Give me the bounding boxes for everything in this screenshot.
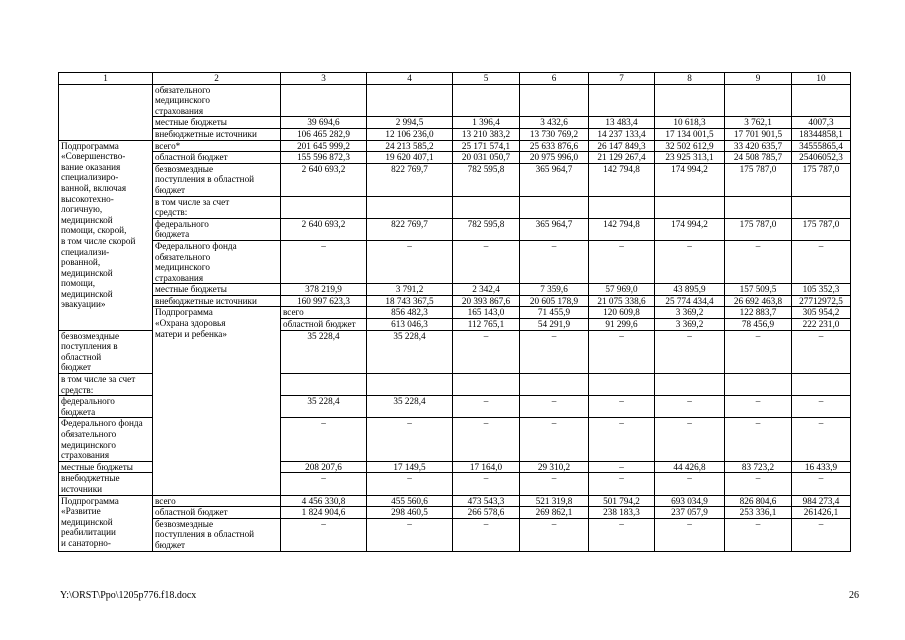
value-cell: 17 164,0 <box>453 461 520 473</box>
value-cell: – <box>792 396 851 418</box>
value-cell: 26 692 463,8 <box>725 295 792 307</box>
program-cell-empty <box>59 84 153 140</box>
value-cell: 157 509,5 <box>725 284 792 296</box>
value-cell: – <box>453 473 520 495</box>
value-cell: 1 396,4 <box>453 117 520 129</box>
value-cell: 2 640 693,2 <box>281 218 367 240</box>
value-cell: 17 701 901,5 <box>725 128 792 140</box>
value-cell: 20 031 050,7 <box>453 152 520 164</box>
value-cell: – <box>367 240 453 283</box>
value-cell: – <box>589 473 655 495</box>
value-cell <box>792 196 851 218</box>
value-cell <box>725 374 792 396</box>
value-cell: 23 925 313,1 <box>655 152 725 164</box>
funding-source-cell: местные бюджеты <box>59 461 153 473</box>
value-cell: 24 213 585,2 <box>367 140 453 152</box>
value-cell: – <box>367 518 453 551</box>
value-cell: 91 299,6 <box>589 319 655 331</box>
table-row <box>59 295 851 307</box>
value-cell: 112 765,1 <box>453 319 520 331</box>
value-cell: 16 433,9 <box>792 461 851 473</box>
value-cell: 473 543,3 <box>453 495 520 507</box>
value-cell: 29 310,2 <box>520 461 589 473</box>
value-cell <box>589 196 655 218</box>
value-cell: – <box>281 518 367 551</box>
value-cell: 378 219,9 <box>281 284 367 296</box>
funding-source-cell: областной бюджет <box>153 152 281 164</box>
value-cell: – <box>453 518 520 551</box>
header-cell: 10 <box>792 73 851 85</box>
header-cell: 2 <box>153 73 281 85</box>
header-row <box>59 73 851 85</box>
value-cell: 71 455,9 <box>520 307 589 319</box>
header-cell: 3 <box>281 73 367 85</box>
value-cell: 826 804,6 <box>725 495 792 507</box>
value-cell: 455 560,6 <box>367 495 453 507</box>
value-cell: 142 794,8 <box>589 218 655 240</box>
table-row <box>59 307 851 319</box>
value-cell: 106 465 282,9 <box>281 128 367 140</box>
value-cell <box>367 196 453 218</box>
funding-source-cell: в том числе за счет средств: <box>59 374 153 396</box>
value-cell: 3 369,2 <box>655 319 725 331</box>
table-row <box>59 218 851 240</box>
value-cell: – <box>281 418 367 461</box>
value-cell: 27712972,5 <box>792 295 851 307</box>
value-cell: 20 393 867,6 <box>453 295 520 307</box>
funding-source-cell: безвозмездные поступления в областной бюджет <box>153 518 281 551</box>
funding-source-cell: областной бюджет <box>153 507 281 519</box>
value-cell: 32 502 612,9 <box>655 140 725 152</box>
budget-table <box>58 72 851 552</box>
value-cell: 24 508 785,7 <box>725 152 792 164</box>
funding-source-cell: всего* <box>153 140 281 152</box>
value-cell: – <box>453 418 520 461</box>
value-cell: 122 883,7 <box>725 307 792 319</box>
value-cell: 365 964,7 <box>520 218 589 240</box>
funding-source-cell: безвозмездные поступления в областной бюджет <box>59 330 153 373</box>
value-cell: – <box>367 418 453 461</box>
value-cell: 175 787,0 <box>725 163 792 196</box>
value-cell: 21 129 267,4 <box>589 152 655 164</box>
funding-source-cell: безвозмездные поступления в областной бюджет <box>153 163 281 196</box>
value-cell: – <box>520 240 589 283</box>
value-cell: 35 228,4 <box>367 330 453 373</box>
header-cell: 6 <box>520 73 589 85</box>
funding-source-cell: внебюджетные источники <box>153 128 281 140</box>
value-cell: 142 794,8 <box>589 163 655 196</box>
funding-source-cell: федерального бюджета <box>59 396 153 418</box>
value-cell: 35 228,4 <box>281 330 367 373</box>
funding-source-cell: всего <box>153 495 281 507</box>
value-cell: – <box>725 473 792 495</box>
funding-source-cell: внебюджетные источники <box>153 295 281 307</box>
value-cell: – <box>655 418 725 461</box>
value-cell: – <box>655 473 725 495</box>
value-cell: 19 620 407,1 <box>367 152 453 164</box>
value-cell: 43 895,9 <box>655 284 725 296</box>
funding-source-cell: местные бюджеты <box>153 117 281 129</box>
value-cell: 57 969,0 <box>589 284 655 296</box>
value-cell: 7 359,6 <box>520 284 589 296</box>
value-cell: 298 460,5 <box>367 507 453 519</box>
value-cell: 35 228,4 <box>367 396 453 418</box>
value-cell: 208 207,6 <box>281 461 367 473</box>
value-cell: 174 994,2 <box>655 163 725 196</box>
funding-source-cell: обязательного медицинского страхования <box>153 84 281 117</box>
value-cell: – <box>520 473 589 495</box>
value-cell <box>520 84 589 117</box>
value-cell: – <box>589 418 655 461</box>
funding-source-cell: Федерального фонда обязательного медицинского страхования <box>59 418 153 461</box>
value-cell <box>792 84 851 117</box>
table-row <box>59 140 851 152</box>
value-cell: 261426,1 <box>792 507 851 519</box>
value-cell: 105 352,3 <box>792 284 851 296</box>
value-cell: – <box>655 240 725 283</box>
value-cell: – <box>589 240 655 283</box>
value-cell: 984 273,4 <box>792 495 851 507</box>
value-cell: 782 595,8 <box>453 218 520 240</box>
header-cell: 7 <box>589 73 655 85</box>
value-cell <box>453 196 520 218</box>
funding-source-cell: Федерального фонда обязательного медицинского страхования <box>153 240 281 283</box>
value-cell: 2 994,5 <box>367 117 453 129</box>
funding-source-cell: областной бюджет <box>281 319 367 331</box>
program-name-cell: Подпрограмма «Развитие медицинской реабилитации и санаторно- <box>59 495 153 551</box>
value-cell <box>281 84 367 117</box>
value-cell: – <box>725 518 792 551</box>
value-cell <box>589 84 655 117</box>
value-cell: – <box>655 396 725 418</box>
value-cell <box>367 84 453 117</box>
value-cell: – <box>792 330 851 373</box>
value-cell <box>655 374 725 396</box>
header-cell: 5 <box>453 73 520 85</box>
value-cell: – <box>655 518 725 551</box>
value-cell: 3 791,2 <box>367 284 453 296</box>
value-cell: 13 730 769,2 <box>520 128 589 140</box>
value-cell: 44 426,8 <box>655 461 725 473</box>
program-name-cell: Подпрограмма «Совершенство- вание оказания специализиро- ванной, включая высокотехно- логичную, медицинской помощи, скорой, в том числе скорой специализи- рованной, медицинской помощи, медицинской эвакуации» <box>59 140 153 330</box>
value-cell: – <box>725 418 792 461</box>
funding-source-cell: местные бюджеты <box>153 284 281 296</box>
value-cell: 269 862,1 <box>520 507 589 519</box>
value-cell: 83 723,2 <box>725 461 792 473</box>
value-cell: 33 420 635,7 <box>725 140 792 152</box>
value-cell: 2 640 693,2 <box>281 163 367 196</box>
value-cell: – <box>589 396 655 418</box>
value-cell: 521 319,8 <box>520 495 589 507</box>
value-cell: 18344858,1 <box>792 128 851 140</box>
value-cell: – <box>589 330 655 373</box>
value-cell: 20 605 178,9 <box>520 295 589 307</box>
value-cell: 13 483,4 <box>589 117 655 129</box>
value-cell: 120 609,8 <box>589 307 655 319</box>
value-cell: – <box>792 418 851 461</box>
value-cell: 18 743 367,5 <box>367 295 453 307</box>
value-cell: 4007,3 <box>792 117 851 129</box>
value-cell <box>655 196 725 218</box>
value-cell: 201 645 999,2 <box>281 140 367 152</box>
value-cell: 266 578,6 <box>453 507 520 519</box>
table-row <box>59 284 851 296</box>
value-cell: 78 456,9 <box>725 319 792 331</box>
value-cell: 3 369,2 <box>655 307 725 319</box>
value-cell: 613 046,3 <box>367 319 453 331</box>
header-cell: 4 <box>367 73 453 85</box>
value-cell: 237 057,9 <box>655 507 725 519</box>
value-cell: 26 147 849,3 <box>589 140 655 152</box>
value-cell: 35 228,4 <box>281 396 367 418</box>
value-cell: 25 171 574,1 <box>453 140 520 152</box>
page-number: 26 <box>849 590 859 601</box>
value-cell: – <box>281 473 367 495</box>
value-cell: – <box>367 473 453 495</box>
value-cell: 3 762,1 <box>725 117 792 129</box>
value-cell: 822 769,7 <box>367 163 453 196</box>
document-path: Y:\ORST\Ppo\1205p776.f18.docx <box>60 590 197 601</box>
value-cell: 365 964,7 <box>520 163 589 196</box>
table-row <box>59 117 851 129</box>
value-cell: – <box>520 518 589 551</box>
table-row <box>59 518 851 551</box>
value-cell: 14 237 133,4 <box>589 128 655 140</box>
value-cell: 2 342,4 <box>453 284 520 296</box>
value-cell: – <box>792 518 851 551</box>
value-cell <box>589 374 655 396</box>
value-cell: – <box>725 330 792 373</box>
value-cell: – <box>453 396 520 418</box>
value-cell: – <box>655 330 725 373</box>
value-cell: – <box>725 396 792 418</box>
value-cell <box>792 374 851 396</box>
value-cell: 160 997 623,3 <box>281 295 367 307</box>
value-cell: 13 210 383,2 <box>453 128 520 140</box>
value-cell: – <box>792 473 851 495</box>
value-cell: 3 432,6 <box>520 117 589 129</box>
value-cell: 39 694,6 <box>281 117 367 129</box>
value-cell <box>725 196 792 218</box>
value-cell: 25406052,3 <box>792 152 851 164</box>
value-cell: 175 787,0 <box>792 218 851 240</box>
value-cell <box>453 84 520 117</box>
value-cell <box>281 196 367 218</box>
value-cell: 253 336,1 <box>725 507 792 519</box>
value-cell: – <box>453 240 520 283</box>
value-cell: 501 794,2 <box>589 495 655 507</box>
value-cell: – <box>520 418 589 461</box>
value-cell: 10 618,3 <box>655 117 725 129</box>
value-cell: 822 769,7 <box>367 218 453 240</box>
value-cell: 174 994,2 <box>655 218 725 240</box>
table-row <box>59 128 851 140</box>
value-cell: – <box>520 330 589 373</box>
value-cell: 25 774 434,4 <box>655 295 725 307</box>
value-cell: 17 149,5 <box>367 461 453 473</box>
value-cell: 4 456 330,8 <box>281 495 367 507</box>
value-cell: 25 633 876,6 <box>520 140 589 152</box>
value-cell: 305 954,2 <box>792 307 851 319</box>
value-cell: 693 034,9 <box>655 495 725 507</box>
value-cell: 175 787,0 <box>725 218 792 240</box>
table-row <box>59 495 851 507</box>
value-cell: – <box>520 396 589 418</box>
header-cell: 1 <box>59 73 153 85</box>
value-cell <box>453 374 520 396</box>
header-cell: 8 <box>655 73 725 85</box>
table-row <box>59 240 851 283</box>
table-row <box>59 152 851 164</box>
table-row <box>59 507 851 519</box>
funding-source-cell: всего <box>281 307 367 319</box>
value-cell <box>655 84 725 117</box>
value-cell: 1 824 904,6 <box>281 507 367 519</box>
value-cell: 856 482,3 <box>367 307 453 319</box>
table-row <box>59 84 851 117</box>
value-cell: 54 291,9 <box>520 319 589 331</box>
value-cell: – <box>589 461 655 473</box>
value-cell: 20 975 996,0 <box>520 152 589 164</box>
table-row <box>59 196 851 218</box>
value-cell: 17 134 001,5 <box>655 128 725 140</box>
funding-source-cell: федерального бюджета <box>153 218 281 240</box>
value-cell: 12 106 236,0 <box>367 128 453 140</box>
value-cell: 155 596 872,3 <box>281 152 367 164</box>
value-cell <box>520 196 589 218</box>
value-cell: – <box>281 240 367 283</box>
table-row <box>59 163 851 196</box>
value-cell: – <box>792 240 851 283</box>
value-cell: 21 075 338,6 <box>589 295 655 307</box>
header-cell: 9 <box>725 73 792 85</box>
value-cell: 34555865,4 <box>792 140 851 152</box>
value-cell <box>367 374 453 396</box>
value-cell: 222 231,0 <box>792 319 851 331</box>
program-name-cell: Подпрограмма «Охрана здоровья матери и ребенка» <box>153 307 281 495</box>
value-cell <box>520 374 589 396</box>
value-cell: 782 595,8 <box>453 163 520 196</box>
value-cell: – <box>453 330 520 373</box>
value-cell: – <box>589 518 655 551</box>
value-cell: 165 143,0 <box>453 307 520 319</box>
value-cell: 175 787,0 <box>792 163 851 196</box>
value-cell: 238 183,3 <box>589 507 655 519</box>
value-cell: – <box>725 240 792 283</box>
value-cell <box>725 84 792 117</box>
funding-source-cell: в том числе за счет средств: <box>153 196 281 218</box>
value-cell <box>281 374 367 396</box>
funding-source-cell: внебюджетные источники <box>59 473 153 495</box>
